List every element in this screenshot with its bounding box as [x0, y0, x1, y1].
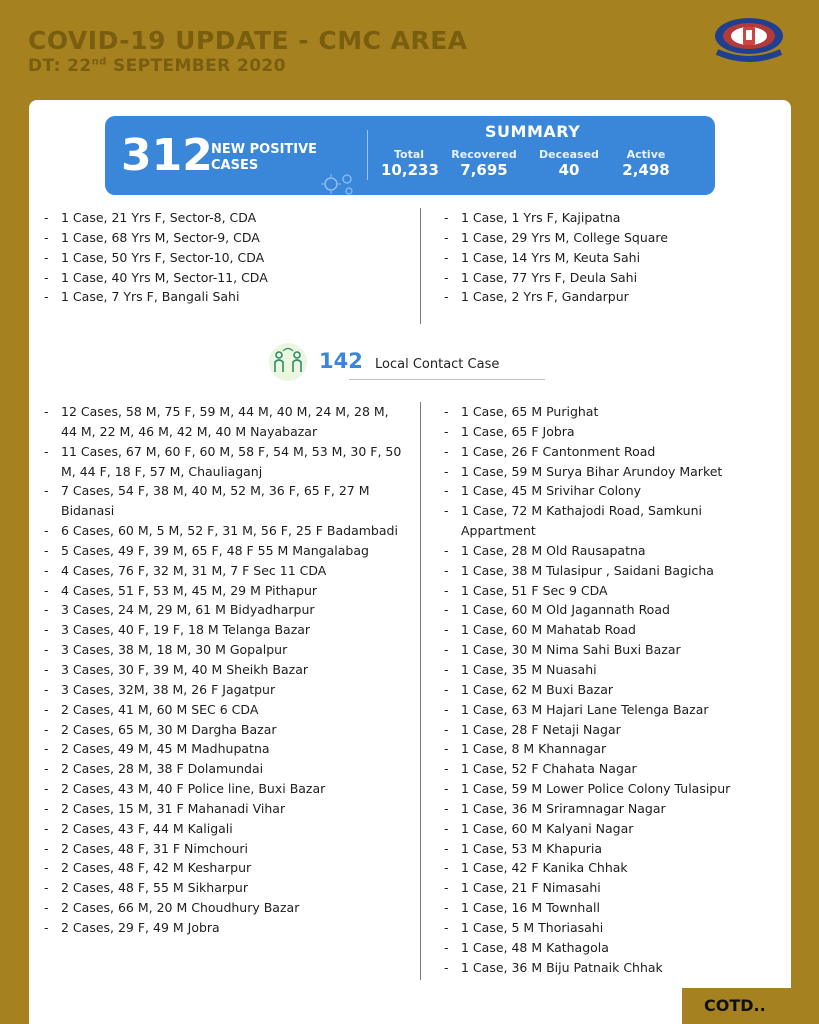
cuttack-municipal-corporation-logo: [711, 14, 787, 66]
list-item: - 1 Case, 59 M Surya Bihar Arundoy Market: [429, 462, 779, 482]
contact-people-icon: [265, 342, 311, 382]
stat-total: [381, 148, 437, 179]
stat-recovered: [448, 148, 520, 179]
column-divider: [420, 402, 421, 980]
list-item: - 2 Cases, 66 M, 20 M Choudhury Bazar: [29, 898, 404, 918]
stat-recovered-value: 7,695: [460, 161, 508, 179]
list-item: - 6 Cases, 60 M, 5 M, 52 F, 31 M, 56 F, 25 F Badambadi: [29, 521, 404, 541]
local-contact-heading: [265, 342, 525, 382]
list-item: - 4 Cases, 76 F, 32 M, 31 M, 7 F Sec 11 CDA: [29, 561, 404, 581]
list-item: - 1 Case, 26 F Cantonment Road: [429, 442, 779, 462]
list-item: - 1 Case, 53 M Khapuria: [429, 839, 779, 859]
stat-active-value: 2,498: [622, 161, 670, 179]
list-item: - 1 Case, 50 Yrs F, Sector-10, CDA: [29, 248, 409, 268]
list-item: - 1 Case, 65 M Purighat: [429, 402, 779, 422]
list-item: - 1 Case, 14 Yrs M, Keuta Sahi: [429, 248, 779, 268]
list-item: - 1 Case, 21 Yrs F, Sector-8, CDA: [29, 208, 409, 228]
summary-title: SUMMARY: [485, 122, 581, 141]
list-item: - 1 Case, 29 Yrs M, College Square: [429, 228, 779, 248]
list-item: - 3 Cases, 38 M, 18 M, 30 M Gopalpur: [29, 640, 404, 660]
heading-underline: [349, 379, 545, 380]
list-item: - 2 Cases, 49 M, 45 M Madhupatna: [29, 739, 404, 759]
list-item: - 1 Case, 48 M Kathagola: [429, 938, 779, 958]
list-item: - 2 Cases, 65 M, 30 M Dargha Bazar: [29, 720, 404, 740]
list-item: - 1 Case, 62 M Buxi Bazar: [429, 680, 779, 700]
list-item: - 3 Cases, 40 F, 19 F, 18 M Telanga Bazar: [29, 620, 404, 640]
stat-total-label: Total: [393, 148, 425, 161]
list-item: - 1 Case, 2 Yrs F, Gandarpur: [429, 287, 779, 307]
summary-banner: [105, 116, 715, 195]
list-item: - 1 Case, 60 M Old Jagannath Road: [429, 600, 779, 620]
contact-cases-left-list: [29, 402, 404, 938]
list-item: - 1 Case, 30 M Nima Sahi Buxi Bazar: [429, 640, 779, 660]
contact-cases-right-list: [429, 402, 779, 977]
stat-deceased: [533, 148, 605, 179]
list-item: - 1 Case, 65 F Jobra: [429, 422, 779, 442]
stat-active: [617, 148, 675, 179]
list-item: - 2 Cases, 43 M, 40 F Police line, Buxi Bazar: [29, 779, 404, 799]
list-item: - 2 Cases, 48 F, 42 M Kesharpur: [29, 858, 404, 878]
stat-deceased-label: Deceased: [539, 148, 599, 161]
date-suffix: nd: [91, 56, 107, 68]
list-item: - 1 Case, 7 Yrs F, Bangali Sahi: [29, 287, 409, 307]
new-cases-count: 312: [121, 130, 213, 181]
report-date: [28, 56, 286, 76]
list-item: - 1 Case, 28 F Netaji Nagar: [429, 720, 779, 740]
list-item: - 1 Case, 60 M Mahatab Road: [429, 620, 779, 640]
list-item: - 1 Case, 21 F Nimasahi: [429, 878, 779, 898]
stat-deceased-value: 40: [558, 161, 580, 179]
list-item: - 2 Cases, 28 M, 38 F Dolamundai: [29, 759, 404, 779]
list-item: - 2 Cases, 43 F, 44 M Kaligali: [29, 819, 404, 839]
list-item: - 1 Case, 42 F Kanika Chhak: [429, 858, 779, 878]
local-contact-label: Local Contact Case: [375, 357, 500, 372]
list-item: - 1 Case, 51 F Sec 9 CDA: [429, 581, 779, 601]
list-item: - 1 Case, 28 M Old Rausapatna: [429, 541, 779, 561]
stat-active-label: Active: [626, 148, 666, 161]
list-item: - 2 Cases, 48 F, 31 F Nimchouri: [29, 839, 404, 859]
list-item: - 1 Case, 40 Yrs M, Sector-11, CDA: [29, 268, 409, 288]
list-item: - 1 Case, 52 F Chahata Nagar: [429, 759, 779, 779]
date-rest: SEPTEMBER 2020: [106, 56, 286, 76]
list-item: - 1 Case, 77 Yrs F, Deula Sahi: [429, 268, 779, 288]
stat-total-value: 10,233: [381, 161, 439, 179]
column-divider: [420, 208, 421, 324]
list-item: - 1 Case, 63 M Hajari Lane Telenga Bazar: [429, 700, 779, 720]
new-cases-label-line2: CASES: [211, 158, 259, 173]
list-item: - 1 Case, 5 M Thoriasahi: [429, 918, 779, 938]
list-item: - 5 Cases, 49 F, 39 M, 65 F, 48 F 55 M Mangalabag: [29, 541, 404, 561]
list-item: - 1 Case, 35 M Nuasahi: [429, 660, 779, 680]
stat-recovered-label: Recovered: [451, 148, 517, 161]
new-cases-label-line1: NEW POSITIVE: [211, 142, 318, 157]
list-item: - 3 Cases, 30 F, 39 M, 40 M Sheikh Bazar: [29, 660, 404, 680]
list-item: - 12 Cases, 58 M, 75 F, 59 M, 44 M, 40 M, 24 M, 28 M, 44 M, 22 M, 46 M, 42 M, 40 M Nayabazar: [29, 402, 404, 442]
list-item: - 3 Cases, 24 M, 29 M, 61 M Bidyadharpur: [29, 600, 404, 620]
list-item: - 11 Cases, 67 M, 60 F, 60 M, 58 F, 54 M, 53 M, 30 F, 50 M, 44 F, 18 F, 57 M, Chauliaganj: [29, 442, 404, 482]
list-item: - 1 Case, 16 M Townhall: [429, 898, 779, 918]
list-item: - 3 Cases, 32M, 38 M, 26 F Jagatpur: [29, 680, 404, 700]
list-item: - 1 Case, 36 M Sriramnagar Nagar: [429, 799, 779, 819]
list-item: - 1 Case, 38 M Tulasipur , Saidani Bagicha: [429, 561, 779, 581]
banner-divider: [367, 130, 368, 180]
list-item: - 1 Case, 68 Yrs M, Sector-9, CDA: [29, 228, 409, 248]
date-prefix: DT: 22: [28, 56, 92, 76]
continued-label: COTD..: [682, 988, 819, 1024]
page-title: COVID-19 UPDATE - CMC AREA: [28, 26, 468, 55]
list-item: - 1 Case, 60 M Kalyani Nagar: [429, 819, 779, 839]
list-item: - 1 Case, 8 M Khannagar: [429, 739, 779, 759]
list-item: - 1 Case, 72 M Kathajodi Road, Samkuni Appartment: [429, 501, 779, 541]
list-item: - 1 Case, 59 M Lower Police Colony Tulasipur: [429, 779, 779, 799]
list-item: - 2 Cases, 48 F, 55 M Sikharpur: [29, 878, 404, 898]
top-cases-left-list: [29, 208, 409, 307]
content-card: [29, 100, 791, 1024]
list-item: - 2 Cases, 15 M, 31 F Mahanadi Vihar: [29, 799, 404, 819]
list-item: - 2 Cases, 41 M, 60 M SEC 6 CDA: [29, 700, 404, 720]
list-item: - 7 Cases, 54 F, 38 M, 40 M, 52 M, 36 F, 65 F, 27 M Bidanasi: [29, 481, 404, 521]
list-item: - 1 Case, 1 Yrs F, Kajipatna: [429, 208, 779, 228]
list-item: - 1 Case, 45 M Srivihar Colony: [429, 481, 779, 501]
top-cases-right-list: [429, 208, 779, 307]
list-item: - 1 Case, 36 M Biju Patnaik Chhak: [429, 958, 779, 978]
virus-icon: [317, 170, 357, 195]
list-item: - 4 Cases, 51 F, 53 M, 45 M, 29 M Pithapur: [29, 581, 404, 601]
list-item: - 2 Cases, 29 F, 49 M Jobra: [29, 918, 404, 938]
local-contact-count: 142: [319, 349, 363, 373]
